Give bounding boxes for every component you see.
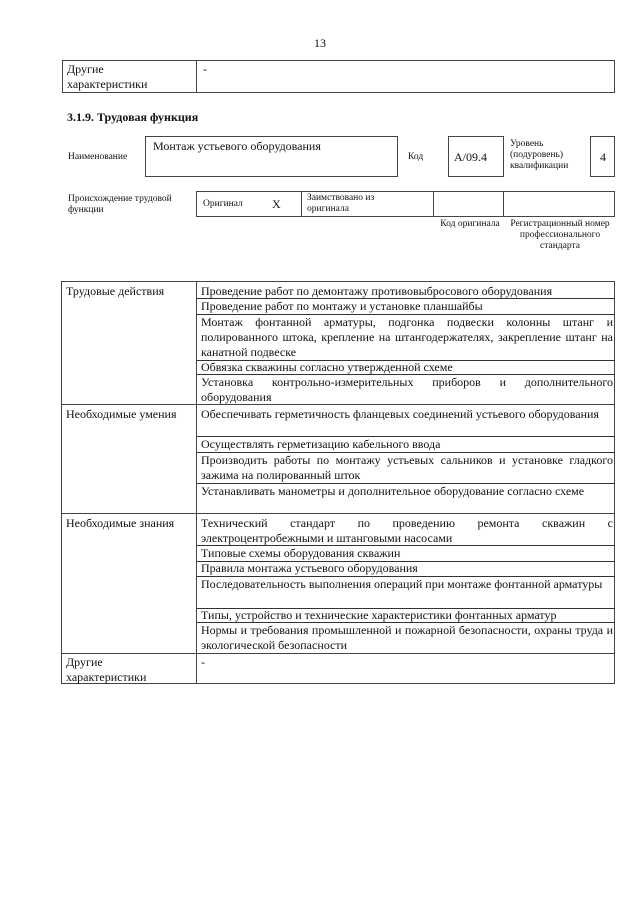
skills-label: Необходимые умения bbox=[66, 407, 177, 421]
level-label: Уровень (подуровень) квалификации bbox=[510, 139, 569, 171]
labor-actions-label: Трудовые действия bbox=[66, 284, 165, 298]
knowledge-item: Типы, устройство и технические характеристики фонтанных арматур bbox=[201, 608, 557, 622]
labor-action-item: Проведение работ по демонтажу противовыбросового оборудования bbox=[201, 284, 553, 298]
knowledge-item: Технический стандарт по проведению ремонта скважин с электроцентробежными и штанговыми насосами bbox=[201, 516, 613, 545]
original-label: Оригинал bbox=[203, 199, 243, 209]
knowledge-item: Нормы и требования промышленной и пожарной безопасности, охраны труда и экологической безопасности bbox=[201, 623, 613, 652]
page-number: 13 bbox=[314, 36, 326, 50]
other-characteristics-label: Другие характеристики bbox=[66, 655, 147, 684]
top-other-label: Другие характеристики bbox=[67, 62, 148, 91]
knowledge-label: Необходимые знания bbox=[66, 516, 175, 530]
code-original-label: Код оригинала bbox=[440, 219, 500, 229]
skill-item: Обеспечивать герметичность фланцевых соединений устьевого оборудования bbox=[201, 407, 599, 421]
knowledge-item: Правила монтажа устьевого оборудования bbox=[201, 561, 418, 575]
origin-label: Происхождение трудовой функции bbox=[68, 194, 172, 215]
code-value: A/09.4 bbox=[454, 150, 487, 164]
name-value: Монтаж устьевого оборудования bbox=[153, 139, 321, 153]
skill-item: Устанавливать манометры и дополнительное оборудование согласно схеме bbox=[201, 484, 585, 498]
labor-action-item: Монтаж фонтанной арматуры, подгонка подвески колонны штанг и полированного штока, крепление на штангодержателях, закрепление штанг на канатной подвеске bbox=[201, 315, 613, 359]
name-label: Наименование bbox=[68, 152, 128, 162]
original-mark: X bbox=[272, 197, 281, 211]
knowledge-item: Последовательность выполнения операций при монтаже фонтанной арматуры bbox=[201, 577, 603, 591]
skill-item: Осуществлять герметизацию кабельного ввода bbox=[201, 437, 441, 451]
top-other-value: - bbox=[203, 62, 207, 76]
labor-action-item: Установка контрольно-измерительных приборов и дополнительного оборудования bbox=[201, 375, 613, 404]
other-characteristics-value: - bbox=[201, 655, 205, 669]
labor-action-item: Проведение работ по монтажу и установке планшайбы bbox=[201, 299, 483, 313]
level-value: 4 bbox=[600, 150, 606, 164]
labor-action-item: Обвязка скважины согласно утвержденной схеме bbox=[201, 360, 453, 374]
knowledge-item: Типовые схемы оборудования скважин bbox=[201, 546, 401, 560]
section-title: 3.1.9. Трудовая функция bbox=[67, 110, 199, 124]
reg-number-label: Регистрационный номер профессионального стандарта bbox=[510, 219, 610, 251]
skill-item: Производить работы по монтажу устьевых сальников и установке гладкого зажима на полированный шток bbox=[201, 453, 613, 482]
code-label: Код bbox=[408, 152, 424, 162]
borrowed-label: Заимствовано из оригинала bbox=[307, 193, 375, 214]
